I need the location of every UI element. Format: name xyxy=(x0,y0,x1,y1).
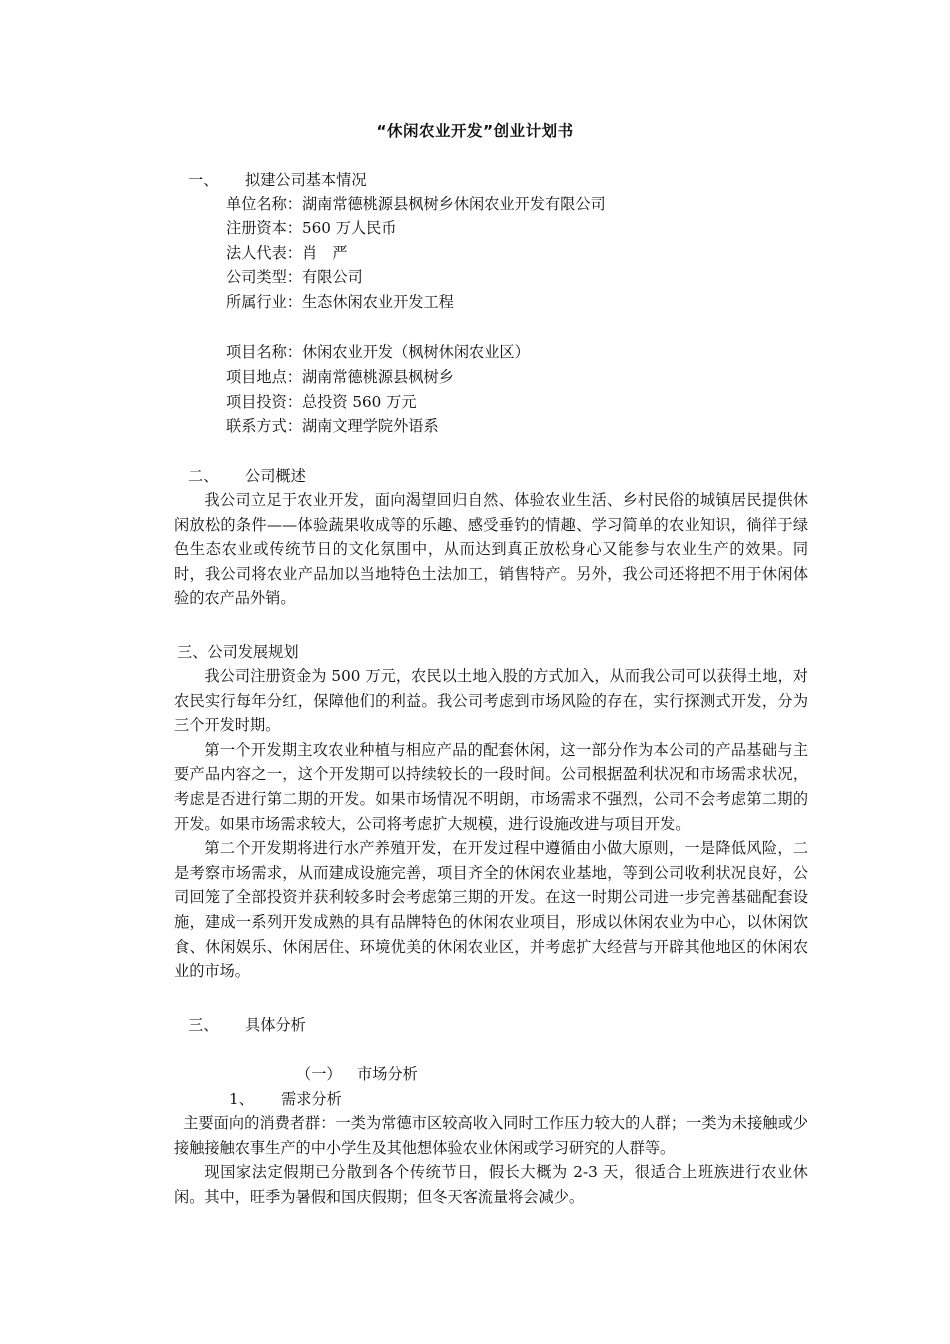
overview-paragraph: 我公司立足于农业开发，面向渴望回归自然、体验农业生活、乡村民俗的城镇居民提供休闲放松的条件——体验蔬果收成等的乐趣、感受垂钓的情趣、学习简单的农业知识，徜徉于绿色生态农业或传统节日的文化氛围中，从而达到真正放松身心又能参与农业生产的效果。同时，我公司将农业产品加以当地特色土法加工，销售特产。另外，我公司还将把不用于休闲体验的农产品外销。 xyxy=(174,491,808,608)
section-4-number: 三、 xyxy=(188,1016,219,1034)
section-4-heading: 具体分析 xyxy=(245,1016,306,1034)
registered-capital-line: 注册资本：560 万人民币 xyxy=(226,219,397,237)
development-plan-block xyxy=(174,664,808,984)
section-3-heading: 三、公司发展规划 xyxy=(177,643,299,661)
project-location-line: 项目地点：湖南常德桃源县枫树乡 xyxy=(226,368,454,386)
section-1-heading: 拟建公司基本情况 xyxy=(245,171,367,189)
plan-paragraph-2: 第一个开发期主攻农业种植与相应产品的配套休闲，这一部分作为本公司的产品基础与主要产品内容之一，这个开发期可以持续较长的一段时间。公司根据盈利状况和市场需求状况，考虑是否进行第二期的开发。如果市场情况不明朗，市场需求不强烈，公司不会考虑第二期的开发。如果市场需求较大，公司将考虑扩大规模，进行设施改进与项目开发。 xyxy=(174,740,808,833)
contact-line: 联系方式：湖南文理学院外语系 xyxy=(226,417,439,435)
plan-paragraph-1: 我公司注册资金为 500 万元，农民以土地入股的方式加入，从而我公司可以获得土地，对农民实行每年分红，保障他们的利益。我公司考虑到市场风险的存在，实行探测式开发，分为三个开发时期。 xyxy=(174,667,808,735)
demand-paragraph-1: 主要面向的消费者群：一类为常德市区较高收入同时工作压力较大的人群；一类为未接触或少接触接触农事生产的中小学生及其他想体验农业休闲或学习研究的人群等。 xyxy=(174,1114,808,1157)
item-heading: 需求分析 xyxy=(281,1090,342,1108)
company-type-line: 公司类型：有限公司 xyxy=(226,268,363,286)
plan-paragraph-3: 第二个开发期将进行水产养殖开发，在开发过程中遵循由小做大原则，一是降低风险，二是考察市场需求，从而建成设施完善，项目齐全的休闲农业基地，等到公司收利状况良好，公司回笼了全部投资并获利较多时会考虑第三期的开发。在这一时期公司进一步完善基础配套设施，建成一系列开发成熟的具有品牌特色的休闲农业项目，形成以休闲农业为中心，以休闲饮食、休闲娱乐、休闲居住、环境优美的休闲农业区，并考虑扩大经营与开辟其他地区的休闲农业的市场。 xyxy=(174,839,808,981)
section-2-number: 二、 xyxy=(188,467,219,485)
industry-line: 所属行业：生态休闲农业开发工程 xyxy=(226,293,454,311)
section-1-number: 一、 xyxy=(188,171,219,189)
item-number: 1、 xyxy=(229,1090,254,1108)
project-name-line: 项目名称：休闲农业开发（枫树休闲农业区） xyxy=(226,343,530,361)
document-title: “休闲农业开发”创业计划书 xyxy=(376,122,574,140)
section-2-heading: 公司概述 xyxy=(245,467,306,485)
overview-paragraph-block xyxy=(174,488,808,611)
legal-representative-line: 法人代表：肖 严 xyxy=(226,244,348,262)
demand-analysis-block xyxy=(174,1111,808,1209)
project-investment-line: 项目投资：总投资 560 万元 xyxy=(226,393,417,411)
company-name-line: 单位名称：湖南常德桃源县枫树乡休闲农业开发有限公司 xyxy=(226,195,606,213)
subsection-heading: 市场分析 xyxy=(357,1065,418,1083)
subsection-number: （一） xyxy=(296,1065,342,1083)
demand-paragraph-2: 现国家法定假期已分散到各个传统节日，假长大概为 2-3 天，很适合上班族进行农业休闲。其中，旺季为暑假和国庆假期；但冬天客流量将会减少。 xyxy=(174,1163,808,1206)
